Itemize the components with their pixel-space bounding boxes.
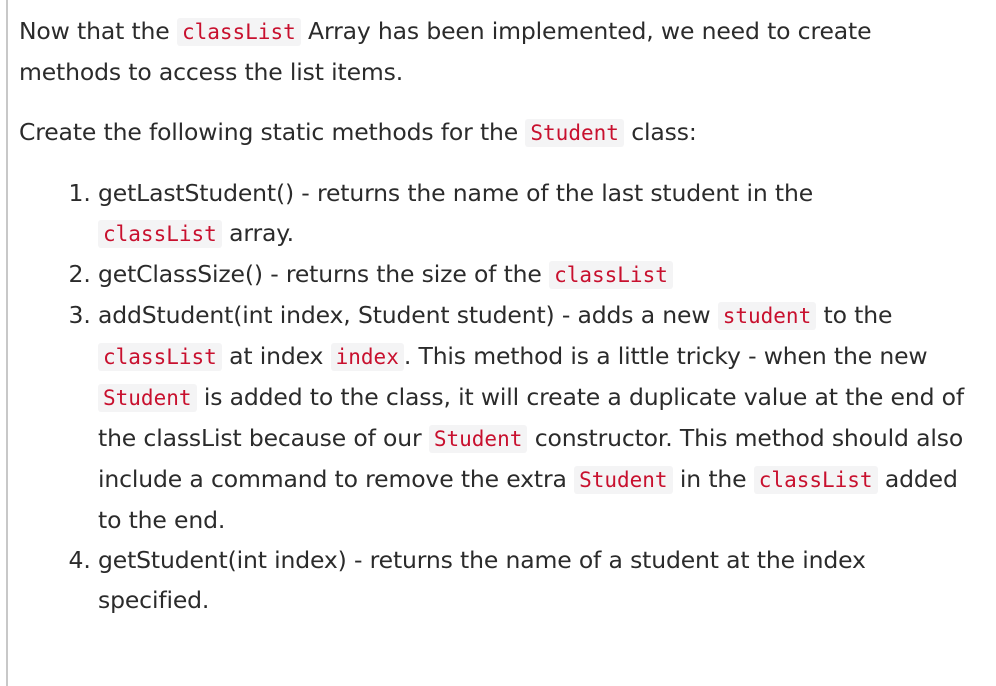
list-item-get-class-size: 2. getClassSize() - returns the size of the classList xyxy=(98,254,979,295)
inline-code: classList xyxy=(177,18,301,46)
inline-code: Student xyxy=(429,425,528,453)
inline-code: classList xyxy=(549,261,673,289)
list-item-get-last-student: 1. getLastStudent() - returns the name of the last student in the classList array. xyxy=(98,173,979,254)
inline-code: Student xyxy=(98,384,197,412)
inline-code: student xyxy=(718,302,817,330)
methods-list xyxy=(19,173,979,620)
inline-code: classList xyxy=(754,466,878,494)
inline-code: classList xyxy=(98,343,222,371)
instructions-content xyxy=(19,11,979,620)
left-border-rule xyxy=(6,0,8,686)
list-item-get-student: 4. getStudent(int index) - returns the name of a student at the index specified. xyxy=(98,540,979,620)
inline-code: index xyxy=(331,343,404,371)
intro-paragraph: Now that the classList Array has been implemented, we need to create methods to access the list items. xyxy=(19,17,872,86)
inline-code: classList xyxy=(98,220,222,248)
task-paragraph: Create the following static methods for the Student class: xyxy=(19,118,697,146)
list-item-add-student: 3. addStudent(int index, Student student) - adds a new student to the classList at index index . This method is a little tricky - when the new Student is added to the class, it will create a duplicate value at the end of the classList because of our Student constructor. This method should also include a command to remove the extra Student in the classList added to the end. xyxy=(98,295,979,540)
inline-code: Student xyxy=(525,119,624,147)
inline-code: Student xyxy=(574,466,673,494)
